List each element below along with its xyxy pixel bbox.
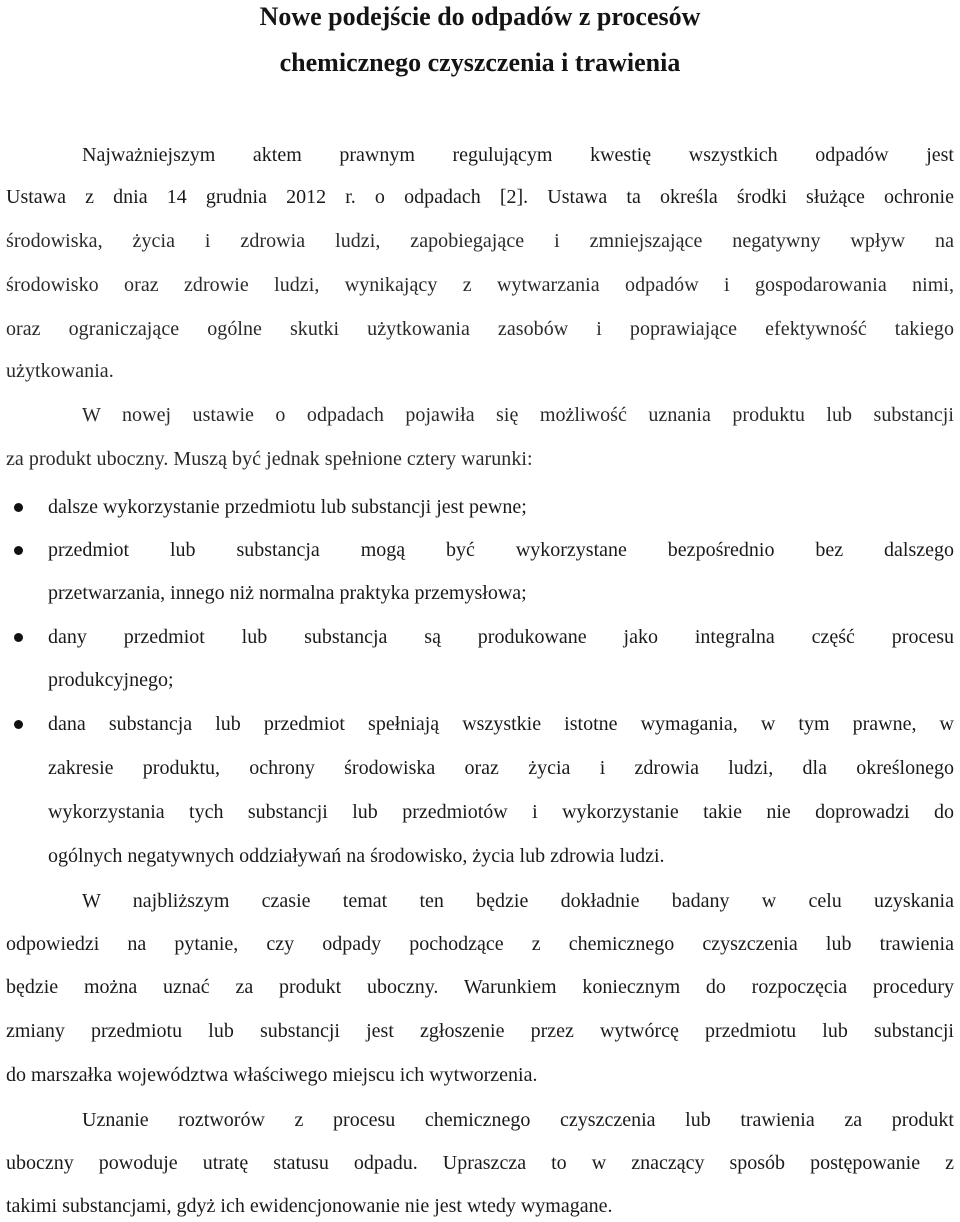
text-line: takimi substancjami, gdyż ich ewidencjonowanie nie jest wtedy wymagane. [6, 1195, 613, 1217]
text-line: Najważniejszym aktem prawnym regulującym kwestię wszystkich odpadów jest [82, 144, 954, 166]
list-item-text: dana substancja lub przedmiot spełniają wszystkie istotne wymagania, w tym prawne, w [48, 713, 954, 735]
list-item-text: dalsze wykorzystanie przedmiotu lub substancji jest pewne; [48, 496, 527, 518]
text-line: Ustawa z dnia 14 grudnia 2012 r. o odpadach [2]. Ustawa ta określa środki służące ochronie [6, 186, 954, 208]
text-line: W nowej ustawie o odpadach pojawiła się możliwość uznania produktu lub substancji [82, 404, 954, 426]
list-item-text: dany przedmiot lub substancja są produkowane jako integralna część procesu [48, 626, 954, 648]
text-line: uboczny powoduje utratę statusu odpadu. Upraszcza to w znaczący sposób postępowanie z [6, 1152, 954, 1174]
text-line: środowiska, życia i zdrowia ludzi, zapobiegające i zmniejszające negatywny wpływ na [6, 230, 954, 252]
bullet-icon [14, 633, 23, 642]
list-item-text: produkcyjnego; [48, 669, 174, 691]
bullet-icon [14, 720, 23, 729]
document-title-line-2: chemicznego czyszczenia i trawienia [279, 48, 681, 77]
text-line: za produkt uboczny. Muszą być jednak spełnione cztery warunki: [6, 448, 533, 470]
text-line: W najbliższym czasie temat ten będzie dokładnie badany w celu uzyskania [82, 890, 954, 912]
list-item-text: zakresie produktu, ochrony środowiska oraz życia i zdrowia ludzi, dla określonego [48, 757, 954, 779]
text-line: oraz ograniczające ogólne skutki użytkowania zasobów i poprawiające efektywność takiego [6, 318, 954, 340]
list-item-text: wykorzystania tych substancji lub przedmiotów i wykorzystanie takie nie doprowadzi do [48, 801, 954, 823]
text-line: zmiany przedmiotu lub substancji jest zgłoszenie przez wytwórcę przedmiotu lub substancji [6, 1020, 954, 1042]
bullet-icon [14, 546, 23, 555]
text-line: środowisko oraz zdrowie ludzi, wynikający z wytwarzania odpadów i gospodarowania nimi, [6, 274, 954, 296]
bullet-icon [14, 503, 23, 512]
text-line: do marszałka województwa właściwego miejscu ich wytworzenia. [6, 1064, 538, 1086]
document-title-line-1: Nowe podejście do odpadów z procesów [259, 2, 701, 31]
text-line: Uznanie roztworów z procesu chemicznego czyszczenia lub trawienia za produkt [82, 1109, 954, 1131]
list-item-text: przetwarzania, innego niż normalna praktyka przemysłowa; [48, 582, 527, 604]
list-item-text: ogólnych negatywnych oddziaływań na środowisko, życia lub zdrowia ludzi. [48, 845, 665, 867]
list-item-text: przedmiot lub substancja mogą być wykorzystane bezpośrednio bez dalszego [48, 539, 954, 561]
text-line: odpowiedzi na pytanie, czy odpady pochodzące z chemicznego czyszczenia lub trawienia [6, 933, 954, 955]
text-line: użytkowania. [6, 360, 114, 382]
text-line: będzie można uznać za produkt uboczny. Warunkiem koniecznym do rozpoczęcia procedury [6, 976, 954, 998]
